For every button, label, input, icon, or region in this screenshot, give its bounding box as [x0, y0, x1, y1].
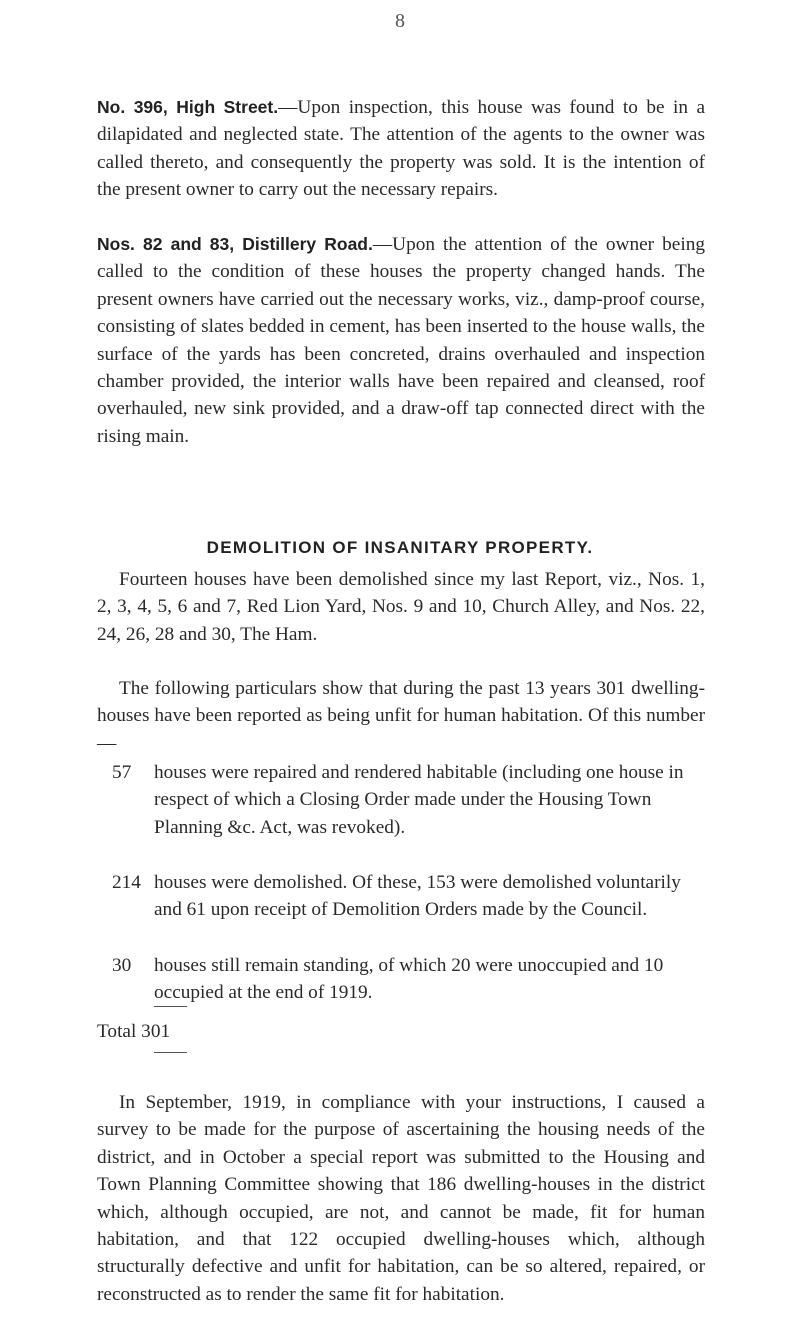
high-street-lead: No. 396, High Street. — [97, 97, 279, 117]
particulars-paragraph: The following particulars show that during the past 13 years 301 dwelling-houses have been reported as being unfit for human habitation. Of this number— — [97, 678, 705, 754]
distillery-road-paragraph — [97, 231, 705, 450]
item-number: 30 — [112, 955, 132, 976]
high-street-text: —Upon inspection, this house was found to be in a dilapidated and neglected state. The attention of the agents to the owner was called thereto, and consequently the property was sold. It is the intention of the present owner to carry out the necessary repairs. — [97, 97, 705, 201]
section-heading: DEMOLITION OF INSANITARY PROPERTY. — [206, 538, 594, 557]
list-item — [112, 759, 707, 841]
distillery-road-text: —Upon the attention of the owner being called to the condition of these houses the property changed hands. The present owners have carried out the necessary works, viz., damp-proof course, consisting of slates bedded in cement, has been inserted to the house walls, the surface of the yards has been concreted, drains overhauled and inspection chamber provided, the interior walls have been repaired and cleansed, roof overhauled, new sink provided, and a draw-off tap connected direct with the rising main. — [97, 234, 705, 447]
total-value: 301 — [141, 1021, 171, 1042]
sum-rule-bottom — [154, 1052, 187, 1053]
demolition-paragraph: Fourteen houses have been demolished since my last Report, viz., Nos. 1, 2, 3, 4, 5, 6 and 7, Red Lion Yard, Nos. 9 and 10, Church Alley, and Nos. 22, 24, 26, 28 and 30, The Ham. — [97, 569, 705, 645]
september-paragraph: In September, 1919, in compliance with your instructions, I caused a survey to be made for the purpose of ascertaining the housing needs of the district, and in October a special report was submitted to the Housing and Town Planning Committee showing that 186 dwelling-houses in the district which, although occupied, are not, and cannot be made, fit for human habitation, and that 122 occupied dwelling-houses which, although structurally defective and unfit for habitation, can be so altered, repaired, or reconstructed as to render the same fit for habitation. — [97, 1092, 705, 1305]
high-street-paragraph — [97, 94, 705, 204]
item-text: houses were repaired and rendered habitable (including one house in respect of which a Closing Order made under the Housing Town Planning &c. Act, was revoked). — [154, 762, 684, 838]
list-item — [112, 869, 707, 924]
item-text: houses still remain standing, of which 20 were unoccupied and 10 occupied at the end of 1919. — [154, 955, 664, 1004]
page-number: 8 — [395, 10, 405, 32]
total-line — [97, 1018, 170, 1045]
item-text: houses were demolished. Of these, 153 were demolished voluntarily and 61 upon receipt of Demolition Orders made by the Council. — [154, 872, 681, 921]
total-label: Total — [97, 1021, 137, 1042]
item-number: 57 — [112, 762, 132, 783]
list-item — [112, 952, 707, 1007]
distillery-road-lead: Nos. 82 and 83, Distillery Road. — [97, 234, 373, 254]
item-number: 214 — [112, 872, 141, 893]
sum-rule-top — [154, 1006, 187, 1007]
